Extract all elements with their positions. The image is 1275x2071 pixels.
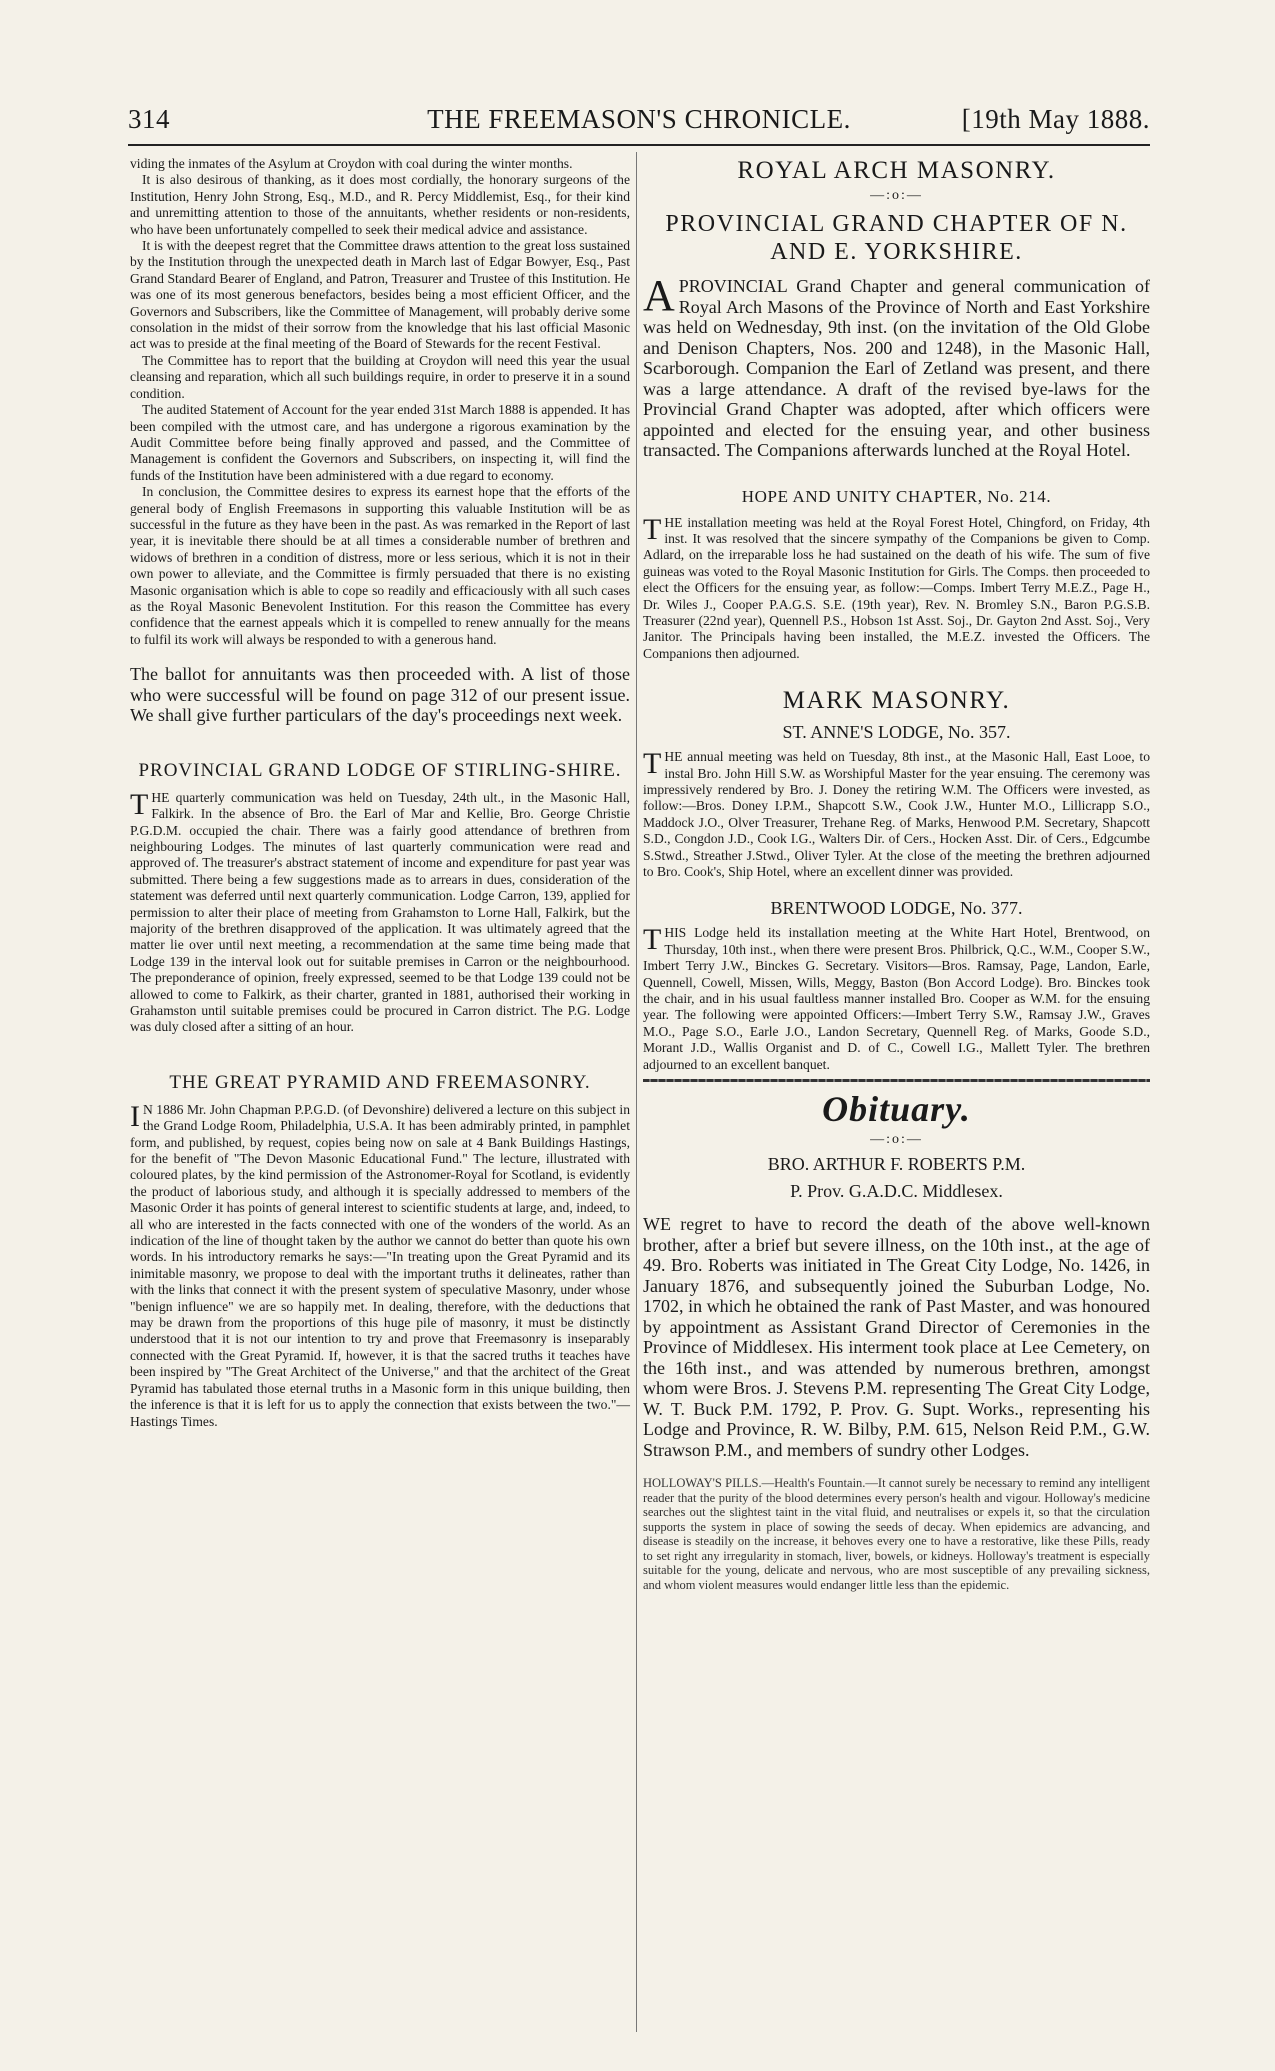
- hope-unity-section: [643, 487, 1150, 663]
- pyramid-text: N 1886 Mr. John Chapman P.P.G.D. (of Devonshire) delivered a lecture on this subject in the Grand Lodge Room, Philadelphia, U.S.A. It has been admirably printed, in pamphlet form, and published, by request, copies being now on sale at 4 Bank Buildings Hastings, for the benefit of "The Devon Masonic Educational Fund." The lecture, illustrated with coloured plates, by the kind permission of the Astronomer-Royal for Scotland, is evidently the product of laborious study, and although it is specially addressed to members of the Masonic Order it has points of general interest to scientific students at large, and, indeed, to all who are interested in the facts connected with one of the wonders of the world. As an indication of the line of thought taken by the author we cannot do better than quote his own words. In his introductory remarks he says:—"In treating upon the Great Pyramid and its inimitable masonry, we propose to deal with the important truths it delineates, rather than with the links that connect it with the present system of speculative Masonry, under whose "benign influence" we are so happily met. In dealing, therefore, with the deductions that may be drawn from the proportions of this huge pile of masonry, it must be distinctly understood that it is not our intention to try and prove that Freemasonry is inseparably connected with the Great Pyramid. If, however, it is that the sacred truths it teaches have been inspired by "The Great Architect of the Universe," and that the architect of the Great Pyramid has tabulated those eternal truths in a Masonic form in this unique building, then the inference is that it is left for us to apply the connection that exists between the two."—Hastings Times.: [130, 1101, 630, 1429]
- report-paragraph: It is also desirous of thanking, as it does most cordially, the honorary surgeons of the Institution, Henry John Strong, Esq., M.D., and R. Percy Middlemist, Esq., for their kind and unremitting attention to those of the annuitants, whether residents or non-residents, who have been unfortunately compelled to seek their medical advice and assistance.: [130, 172, 630, 237]
- ballot-text: The ballot for annuitants was then proceeded with. A list of those who were successful will be found on page 312 of our present issue. We shall give further particulars of the day's proceedings next week.: [130, 664, 630, 726]
- dropcap: T: [130, 787, 149, 821]
- stirling-text: HE quarterly communication was held on Tuesday, 24th ult., in the Masonic Hall, Falkirk. In the absence of Bro. the Earl of Mar and Kellie, Bro. George Christie P.G.D.M. occupied the chair. There was a fairly good attendance of brethren from neighbouring Lodges. The minutes of last quarterly communication were read and approved of. The treasurer's abstract statement of income and expenditure for past year was submitted. There being a few suggestions made as to arrears in dues, consideration of the statement was deferred until next quarterly communication. Lodge Carron, 139, applied for permission to alter their place of meeting from Grahamston to Lorne Hall, Falkirk, but the majority of the brethren disapproved of the application. It was ultimately agreed that the matter lie over until next meeting, a recommendation at the same time being made that Lodge 139 in the interval look out for suitable premises in Carron or the neighbourhood. The preponderance of opinion, freely expressed, seemed to be that Lodge 139 could not be allowed to come to Falkirk, as their charter, granted in 1881, authorised their working in Grahamston until suitable premises could be procured in Carron district. The P.G. Lodge was duly closed after a sitting of an hour.: [130, 789, 630, 1035]
- st-annes-heading: ST. ANNE'S LODGE, No. 357.: [782, 722, 1011, 743]
- report-continuation: [130, 156, 630, 648]
- yorkshire-body: [643, 271, 1150, 461]
- dropcap: T: [643, 747, 662, 781]
- advert-text: HOLLOWAY'S PILLS.—Health's Fountain.—It cannot surely be necessary to remind any intelligent reader that the purity of the blood determines every person's health and vigour. Holloway's medicine searches out the slightest taint in the vital fluid, and neutralises or expels it, so that the circulation supports the system in place of sowing the seeds of decay. When epidemics are advancing, and disease is steadily on the increase, it behoves every one to have a restorative, like these Pills, ready to set right any irregularity in stomach, liver, bowels, or kidneys. Holloway's treatment is especially suitable for the young, delicate and nervous, who are most susceptible of any prevailing sickness, and whom violent measures would endanger little less than the epidemic.: [643, 1476, 1150, 1592]
- left-column: [130, 156, 630, 1430]
- dropcap: T: [643, 923, 662, 957]
- obituary-section: [643, 1088, 1150, 1460]
- newspaper-title: THE FREEMASON'S CHRONICLE.: [427, 104, 851, 134]
- dropcap: T: [643, 512, 662, 546]
- obituary-body: [643, 1214, 1150, 1460]
- separator: —:o:—: [870, 188, 923, 203]
- holloway-advertisement: [643, 1476, 1150, 1592]
- brentwood-text: HIS Lodge held its installation meeting at the White Hart Hotel, Brentwood, on Thursday, 10th inst., when there were present Bros. Philbrick, Q.C., W.M., Cooper S.W., Imbert Terry J.W., Binckes G. Secretary. Visitors—Bros. Ramsay, Page, Landon, Earle, Quennell, Cowell, Missen, Wills, Meggy, Baston (Bon Accord Lodge). Bro. Binckes took the chair, and in his usual faultless manner installed Bro. Cooper as W.M. for the ensuing year. The following were appointed Officers:—Imbert Terry S.W., Ramsay J.W., Graves M.O., Page S.O., Earle J.O., Landon Secretary, Quennell Reg. of Marks, Goode S.D., Morant J.D., Wallis Organist and D. of C., Cowell I.G., Mallett Tyler. The brethren adjourned to an excellent banquet.: [643, 925, 1150, 1072]
- pyramid-article: [130, 1072, 630, 1430]
- st-annes-text: HE annual meeting was held on Tuesday, 8th inst., at the Masonic Hall, East Looe, to instal Bro. John Hill S.W. as Worshipful Master for the year ensuing. The ceremony was impressively rendered by Bro. J. Doney the retiring W.M. The Officers were invested, as follow:—Bros. Doney I.P.M., Shapcott S.W., Cook J.W., Hunter M.O., Lillicrapp S.O., Maddock J.O., Olver Treasurer, Trehane Reg. of Marks, Henwood P.M. Secretary, Shapcott S.D., Congdon J.D., Cook I.G., Walters Dir. of Cers., Hocken Asst. Dir. of Cers., Edgcumbe S.Stwd., Streather J.Stwd., Oliver Tyler. At the close of the meeting the brethren adjourned to Bro. Cook's, Ship Hotel, where an excellent dinner was provided.: [643, 749, 1150, 879]
- report-paragraph: In conclusion, the Committee desires to express its earnest hope that the efforts of the general body of English Freemasons in supporting this valuable Institution will be as successful in the future as they have been in the past. As was remarked in the Report of last year, it is inevitable there should be at all times a considerable number of brethren and widows of brethren in a condition of distress, more or less serious, which it is not in their own power to alleviate, and the Committee is firmly persuaded that there is no existing Masonic organisation which is able to cope so readily and efficaciously with all such cases as the Royal Masonic Benevolent Institution. For this reason the Committee has every confidence that the earnest appeals which it is compelled to renew annually for the means to fulfil its work will always be responded to with a generous hand.: [130, 484, 630, 647]
- pyramid-body: [130, 1099, 630, 1430]
- obituary-title: P. Prov. G.A.D.C. Middlesex.: [790, 1181, 1003, 1202]
- hope-unity-heading: HOPE AND UNITY CHAPTER, No. 214.: [741, 486, 1052, 506]
- royal-arch-heading: ROYAL ARCH MASONRY.: [737, 157, 1056, 184]
- report-paragraph: It is with the deepest regret that the Committee draws attention to the great loss sustained by the Institution through the unexpected death in March last of Edgar Bowyer, Esq., Past Grand Standard Bearer of England, and Patron, Treasurer and Trustee of this Institution. He was one of its most generous benefactors, besides being a most efficient Officer, and the Governors and Subscribers, like the Committee of Management, will probably derive some consolation in the midst of their sorrow from the knowledge that his last official Masonic act was to preside at the final meeting of the Board of Stewards for the recent Festival.: [130, 238, 630, 352]
- report-paragraph: The audited Statement of Account for the year ended 31st March 1888 is appended. It has been compiled with the utmost care, and has undergone a rigorous examination by the Audit Committee before being finally approved and passed, and the Committee of Management is confident the Governors and Subscribers, on inspecting it, will find the funds of the Institution have been administered with a due regard to economy.: [130, 402, 630, 483]
- dropcap: A: [643, 271, 675, 320]
- brentwood-section: [643, 898, 1150, 1073]
- hope-unity-body: [643, 512, 1150, 663]
- yorkshire-heading: PROVINCIAL GRAND CHAPTER OF N. AND E. YORKSHIRE.: [665, 211, 1128, 265]
- mark-section: [643, 686, 1150, 880]
- brentwood-heading: BRENTWOOD LODGE, No. 377.: [770, 898, 1023, 919]
- column-divider: [636, 152, 637, 2032]
- header-rule: [128, 144, 1150, 146]
- right-column: [643, 156, 1150, 1592]
- page-number: 314: [128, 104, 170, 134]
- separator: —:o:—: [870, 1132, 923, 1148]
- pyramid-heading: THE GREAT PYRAMID AND FREEMASONRY.: [169, 1071, 591, 1093]
- obituary-heading: Obituary.: [822, 1089, 971, 1130]
- obituary-name: BRO. ARTHUR F. ROBERTS P.M.: [767, 1154, 1026, 1175]
- royal-arch-section: [643, 156, 1150, 461]
- hope-unity-text: HE installation meeting was held at the Royal Forest Hotel, Chingford, on Friday, 4th inst. It was resolved that the sincere sympathy of the Companions be given to Comp. Adlard, on the irreparable loss he had sustained on the death of his wife. The sum of five guineas was voted to the Royal Masonic Institution for Girls. The Comps. then proceeded to elect the Officers for the ensuing year, as follow:—Comps. Imbert Terry M.E.Z., Page H., Dr. Wiles J., Cooper P.A.G.S. S.E. (19th year), Rev. N. Bromley S.N., Baron P.G.S.B. Treasurer (22nd year), Quennell P.S., Hobson 1st Asst. Soj., Dr. Gayton 2nd Asst. Soj., Very Janitor. The Principals having been installed, the M.E.Z. invested the Officers. The Companions then adjourned.: [643, 514, 1150, 661]
- report-paragraph: viding the inmates of the Asylum at Croydon with coal during the winter months.: [130, 156, 573, 171]
- stirling-article: [130, 760, 630, 1036]
- st-annes-body: [643, 749, 1150, 880]
- section-divider: [643, 1079, 1150, 1082]
- masthead: [128, 100, 1150, 140]
- mark-heading: MARK MASONRY.: [782, 687, 1011, 715]
- obituary-text: WE regret to have to record the death of the above well-known brother, after a brief but severe illness, on the 10th inst., at the age of 49. Bro. Roberts was initiated in The Great City Lodge, No. 1426, in January 1876, and subsequently joined the Suburban Lodge, No. 1702, in which he obtained the rank of Past Master, and was honoured by appointment as Assistant Grand Director of Ceremonies in the Province of Middlesex. His interment took place at Lee Cemetery, on the 16th inst., and was attended by numerous brethren, amongst whom were Bros. J. Stevens P.M. representing The Great City Lodge, W. T. Buck P.M. 1792, P. Prov. G. Supt. Works., representing his Lodge and Province, R. W. Bilby, P.M. 615, Nelson Reid P.M., G.W. Strawson P.M., and members of sundry other Lodges.: [643, 1214, 1150, 1460]
- report-paragraph: The Committee has to report that the building at Croydon will need this year the usual cleansing and reparation, which all such buildings require, in order to preserve it in a sound condition.: [130, 352, 630, 401]
- brentwood-body: [643, 925, 1150, 1073]
- ballot-paragraph: [130, 664, 630, 726]
- stirling-heading: PROVINCIAL GRAND LODGE OF STIRLING-SHIRE.: [138, 759, 622, 781]
- issue-date: [19th May 1888.: [961, 104, 1150, 134]
- stirling-body: [130, 787, 630, 1036]
- dropcap: I: [130, 1099, 140, 1133]
- yorkshire-text: PROVINCIAL Grand Chapter and general communication of Royal Arch Masons of the Province of North and East Yorkshire was held on Wednesday, 9th inst. (on the invitation of the Old Globe and Denison Chapters, Nos. 200 and 1248), in the Masonic Hall, Scarborough. Companion the Earl of Zetland was present, and there was a large attendance. A draft of the revised bye-laws for the Provincial Grand Chapter was adopted, after which officers were appointed and elected for the ensuing year, and other business transacted. The Companions afterwards lunched at the Royal Hotel.: [643, 276, 1150, 460]
